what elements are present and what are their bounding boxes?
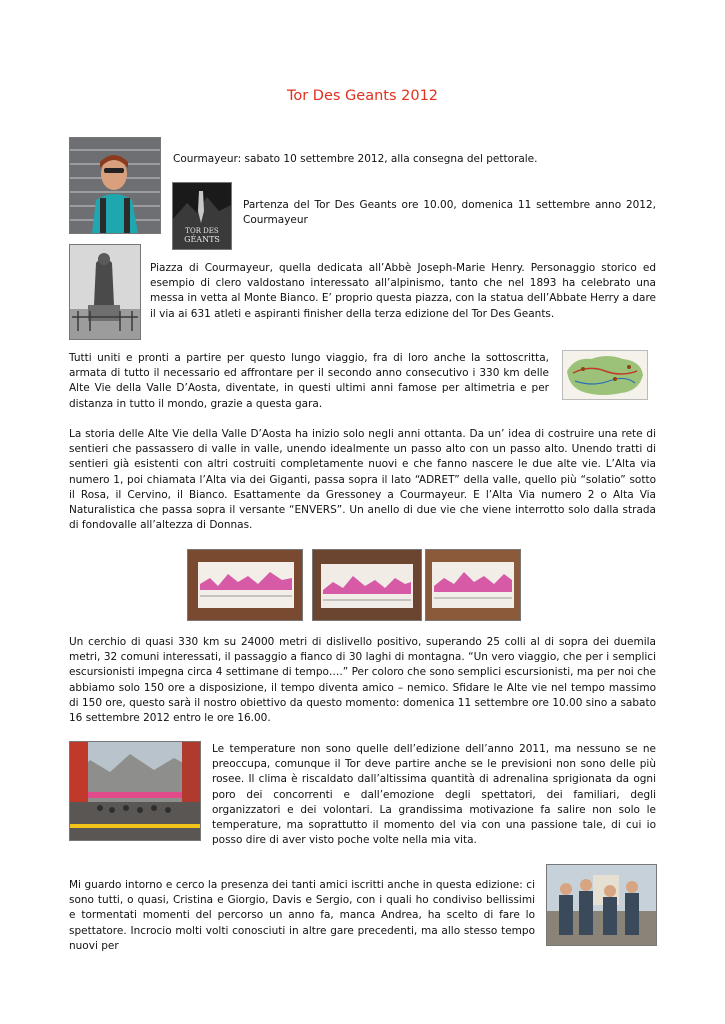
paragraph-tutti-uniti: Tutti uniti e pronti a partire per questo lungo viaggio, fra di loro anche la sottoscritta, armata di tutto il necessario ed affrontare per il secondo anno consecutivo i 330 km delle Alte Vie della Valle D’Aosta, diventate, in questi ultimi anni famose per altimetria e per distanza in tutto il mondo, grazie a questa gara. <box>69 352 549 410</box>
friends-group-photo <box>546 864 657 946</box>
elevation-profile-photo-3 <box>425 549 521 621</box>
page-title: Tor Des Geants 2012 <box>286 88 439 104</box>
woman-runner-portrait-photo <box>69 137 161 234</box>
paragraph-storia: La storia delle Alte Vie della Valle D’Aosta ha inizio solo negli anni ottanta. Da un’ idea di costruire una rete di sentieri che passassero di valle in valle, unendo idealmente un passo alto con un passo alto. Unendo tratti di sentieri già esistenti con altri costruiti completamente nuovi e che fanno nascere le due alte vie. L’Alta via numero 1, poi chiamata l’Alta via dei Giganti, passa sopra il lato “ADRET” della valle, quello più “solatio” sotto il Rosa, il Cervino, il Bianco. Esattamente da Gressoney a Courmayeur. E l’Alta Via numero 2 o Alta Via Naturalistica che passa sopra il versante “ENVERS”. Un anello di due vie che viene interrotto solo dalla strada di fondovalle all’altezza di Donnas. <box>69 428 656 532</box>
alte-vie-map <box>562 350 648 400</box>
elevation-profile-photo-1 <box>187 549 303 621</box>
poster-line-2: GÉANTS <box>184 235 220 244</box>
caption-partenza: Partenza del Tor Des Geants ore 10.00, domenica 11 settembre anno 2012, Courmayeur <box>243 199 656 227</box>
paragraph-piazza: Piazza di Courmayeur, quella dedicata all’Abbè Joseph-Marie Henry. Personaggio storico ed esempio di clero valdostano interessato all’alpinismo, tanto che nel 1893 ha celebrato una messa in vetta al Monte Bianco. E’ proprio questa piazza, con la statua dell’Abbate Herry a dare il via ai 631 atleti e aspiranti finisher della terza edizione del Tor Des Geants. <box>150 262 656 320</box>
elevation-profile-photo-2 <box>312 549 422 621</box>
start-line-crowd-photo <box>69 741 201 841</box>
paragraph-cerchio: Un cerchio di quasi 330 km su 24000 metri di dislivello positivo, superando 25 colli al di sopra dei duemila metri, 32 comuni interessati, il passaggio a fianco di 30 laghi di montagna. “Un vero viaggio, che per i semplici escursionisti impegna circa 4 settimane di tempo….” Per coloro che sono semplici escursionisti, ma per noi che abbiamo solo 150 ore a disposizione, il tempo diventa amico – nemico. Sfidare le Alte vie nel tempo massimo di 150 ore, questo sarà il nostro obiettivo da questo momento: domenica 11 settembre ore 10.00 sino a sabato 16 settembre 2012 entro le ore 16.00. <box>69 636 656 725</box>
caption-courmayeur: Courmayeur: sabato 10 settembre 2012, alla consegna del pettorale. <box>173 153 538 165</box>
tor-des-geants-poster <box>172 182 232 250</box>
paragraph-amici: Mi guardo intorno e cerco la presenza dei tanti amici iscritti anche in questa edizione: ci sono tutti, o quasi, Cristina e Giorgio, Davis e Sergio, con i quali ho condiviso bellissimi e tormentati momenti del percorso un anno fa, manca Andrea, ha scelto di fare lo spettatore. Incrocio molti volti conosciuti in altre gare precedenti, ma allo stesso tempo nuovi per <box>69 879 535 952</box>
abbe-henry-statue-photo <box>69 244 141 340</box>
paragraph-temperature: Le temperature non sono quelle dell’edizione dell’anno 2011, ma nessuno se ne preoccupa, comunque il Tor deve partire anche se le previsioni non sono delle più rosee. Il clima è riscaldato dall’altissima quantità di adrenalina sprigionata da ogni poro dei concorrenti e dall’emozione degli spettatori, dei familiari, degli organizzatori e dei volontari. La grandissima motivazione fa salire non solo le temperature, ma soprattutto il momento del via con una passione tale, di cui io posso dire di aver visto poche volte nella mia vita. <box>212 743 656 847</box>
poster-line-1: TOR DES <box>185 227 219 235</box>
